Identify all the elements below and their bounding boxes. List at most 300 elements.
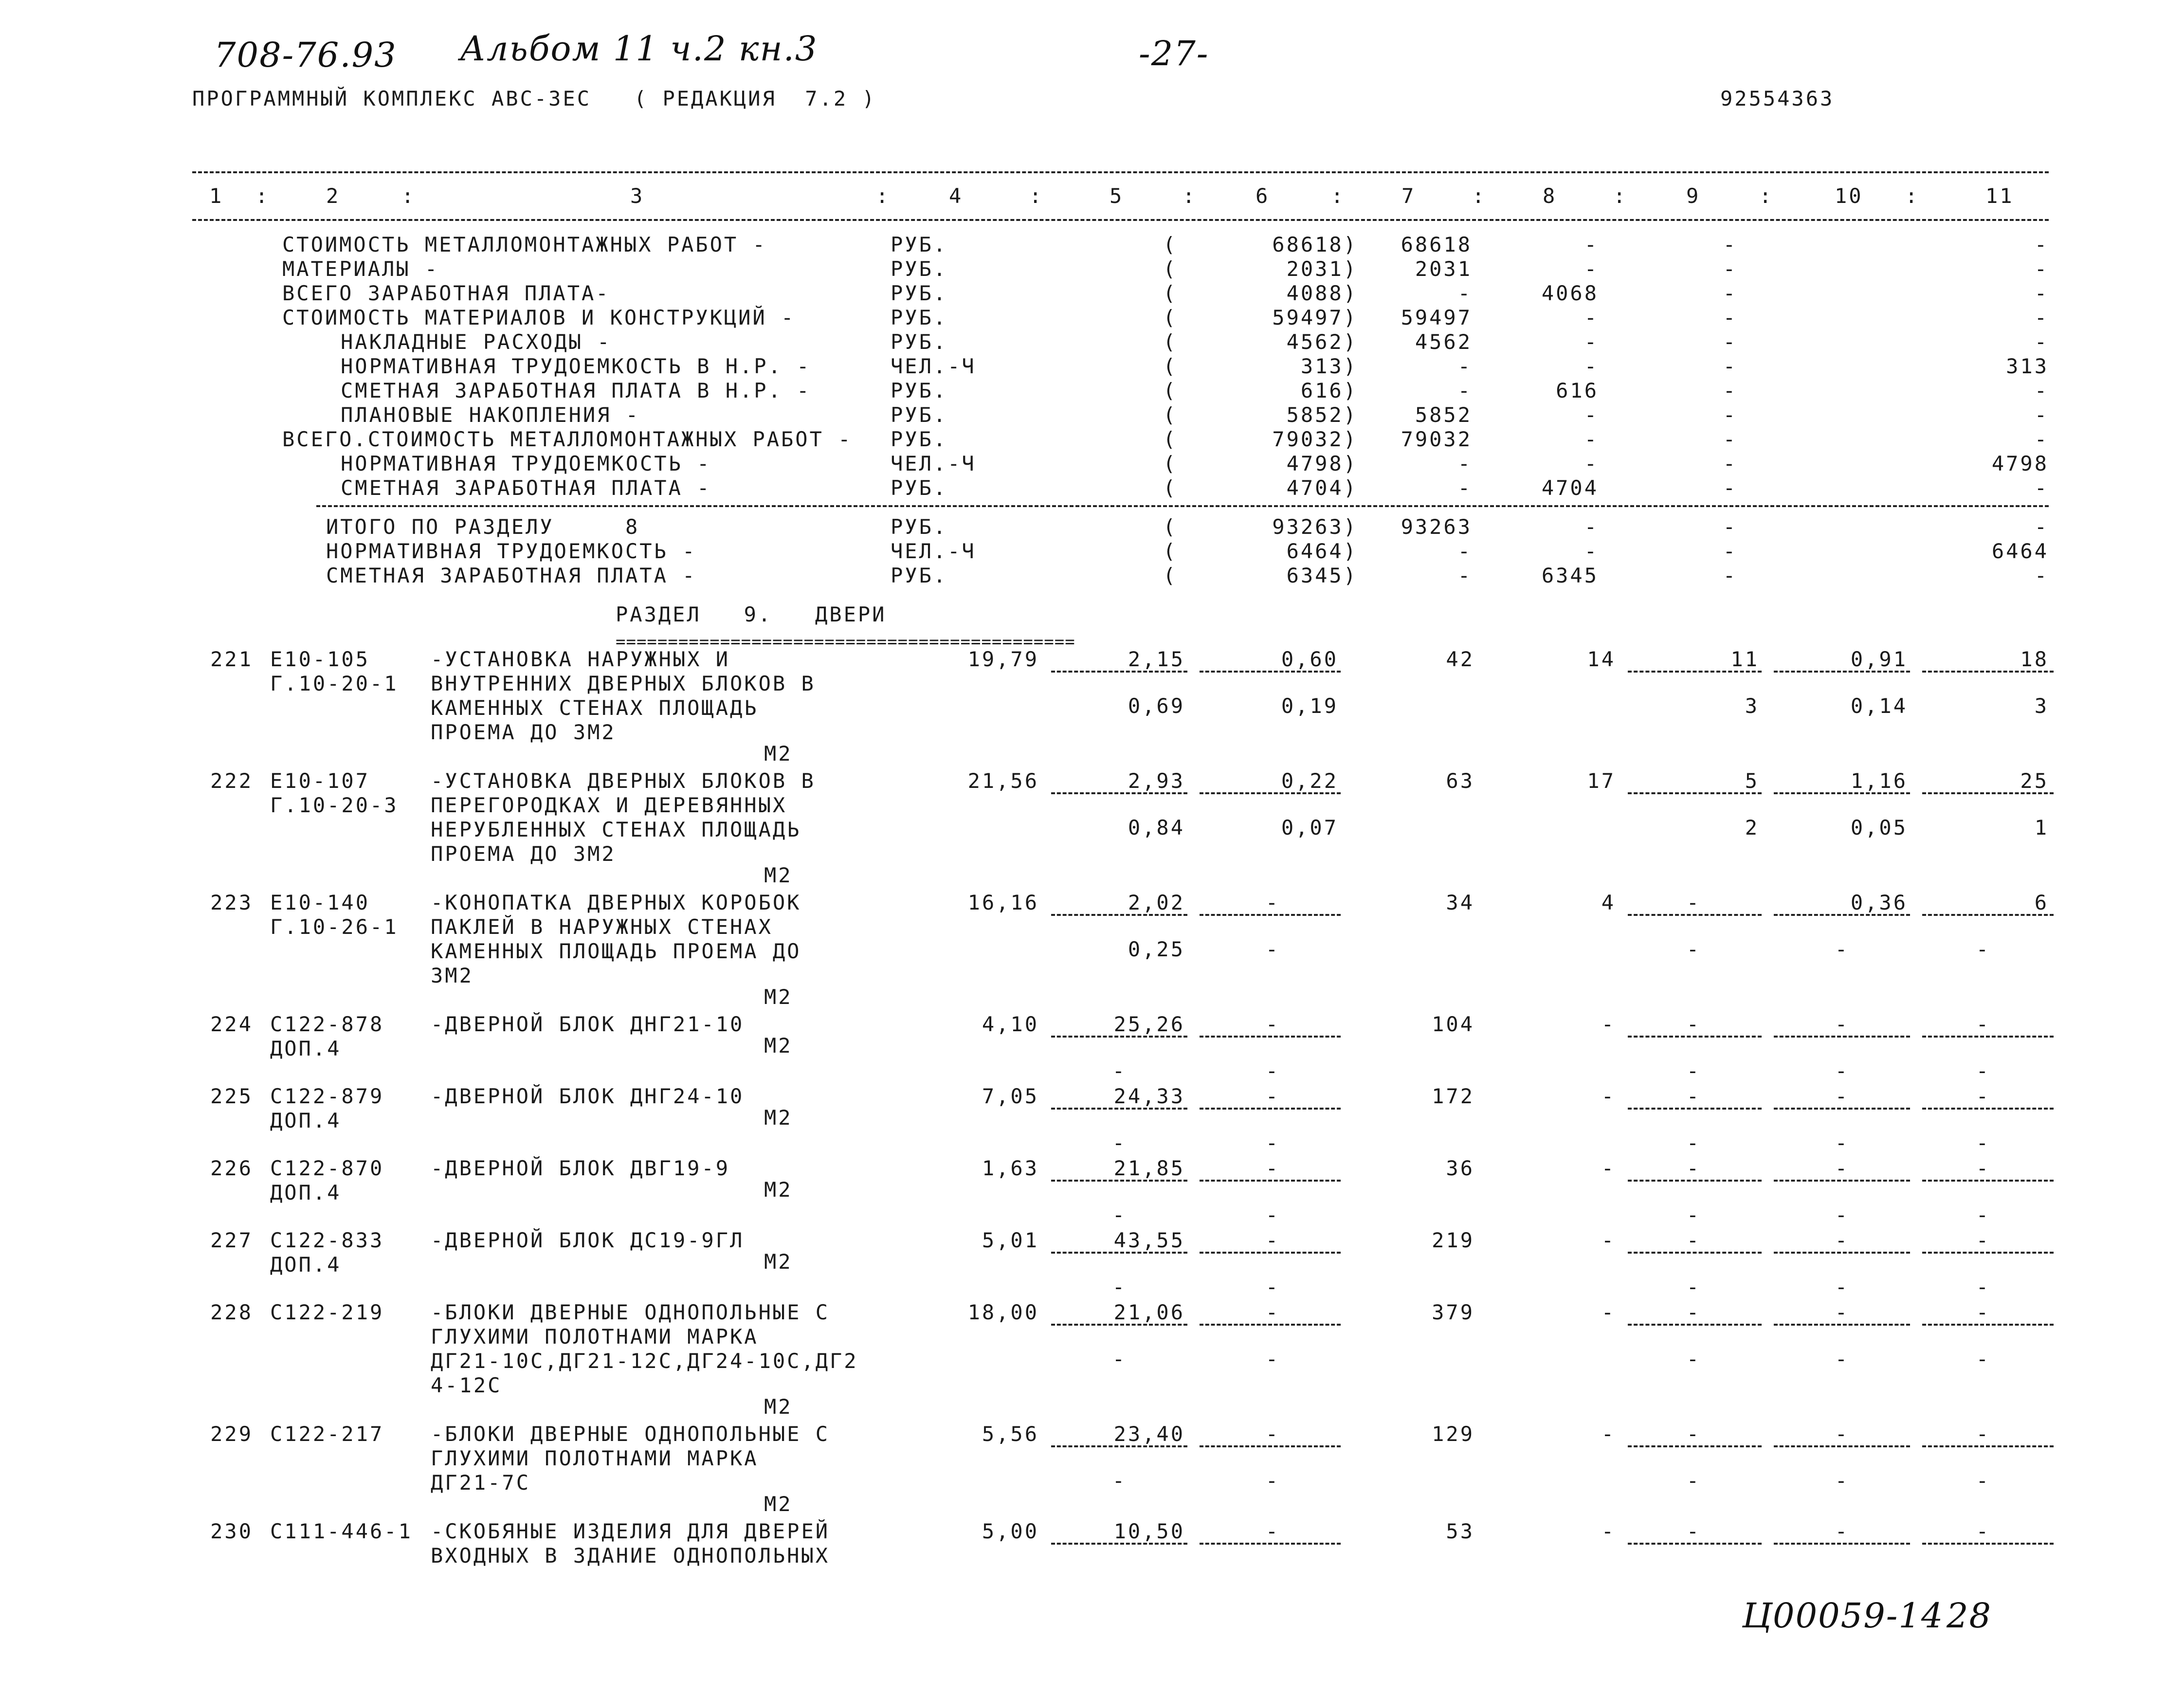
item-c11-bottom: -: [1976, 1131, 1990, 1155]
item-c9-top: -: [1686, 1228, 1701, 1252]
summary-col8: -: [1584, 403, 1599, 427]
item-unit: М2: [764, 1250, 793, 1274]
item-c11-top: -: [1976, 1228, 1990, 1252]
summary-paren: (: [1163, 539, 1178, 563]
column-separator: :: [1472, 184, 1487, 208]
item-description: -ДВЕРНОЙ БЛОК ДС19-9ГЛ: [431, 1228, 745, 1252]
item-c9-bottom: -: [1686, 1347, 1701, 1371]
item-c6-bottom: -: [1265, 1275, 1280, 1299]
item-c6-top: 0,60: [1281, 647, 1338, 671]
item-code: С122-833: [270, 1228, 384, 1252]
summary-label: СТОИМОСТЬ МАТЕРИАЛОВ И КОНСТРУКЦИЙ -: [282, 306, 796, 329]
item-c10-bottom: -: [1835, 1131, 1849, 1155]
summary-col8: -: [1584, 427, 1599, 451]
summary-col8: -: [1584, 330, 1599, 354]
item-col8: -: [1601, 1422, 1616, 1446]
summary-col11: -: [2034, 403, 2049, 427]
summary-col6: 59497): [1272, 306, 1358, 329]
column-header-7: 7: [1401, 184, 1416, 208]
summary-col8: -: [1584, 539, 1599, 563]
column-separator: :: [1331, 184, 1346, 208]
item-c5-bottom: -: [1112, 1469, 1127, 1493]
item-c6-divider: [1200, 792, 1341, 794]
item-c10-divider: [1774, 1324, 1910, 1326]
item-number: 226: [210, 1156, 253, 1180]
item-description: ВНУТРЕННИХ ДВЕРНЫХ БЛОКОВ В: [431, 672, 816, 695]
column-separator: :: [1029, 184, 1044, 208]
item-c5-top: 25,26: [1113, 1012, 1185, 1036]
column-header-3: 3: [630, 184, 645, 208]
item-code: С122-870: [270, 1156, 384, 1180]
summary-col7: -: [1457, 564, 1472, 587]
summary-col9: -: [1723, 452, 1737, 475]
item-c5-divider: [1051, 1180, 1187, 1182]
item-c6-top: -: [1265, 1156, 1280, 1180]
summary-unit: РУБ.: [891, 515, 948, 539]
item-c9-top: -: [1686, 1300, 1701, 1324]
item-c6-divider: [1200, 1324, 1341, 1326]
item-col8: 4: [1601, 891, 1616, 914]
item-number: 222: [210, 769, 253, 793]
column-header-11: 11: [1985, 184, 2014, 208]
item-description: ПЕРЕГОРОДКАХ И ДЕРЕВЯННЫХ: [431, 793, 787, 817]
item-description: -БЛОКИ ДВЕРНЫЕ ОДНОПОЛЬНЫЕ С: [431, 1300, 830, 1324]
item-c9-top: 5: [1745, 769, 1759, 793]
item-col7: 34: [1446, 891, 1474, 914]
item-c11-divider: [1922, 1252, 2054, 1254]
summary-unit: РУБ.: [891, 379, 948, 402]
summary-col6: 68618): [1272, 233, 1358, 256]
summary-col11: -: [2034, 233, 2049, 256]
item-c10-divider: [1774, 1108, 1910, 1110]
item-subcode: Г.10-20-1: [270, 672, 399, 695]
summary-paren: (: [1163, 330, 1178, 354]
summary-unit: РУБ.: [891, 257, 948, 281]
item-quantity: 1,63: [982, 1156, 1039, 1180]
item-c6-top: -: [1265, 1422, 1280, 1446]
item-c10-top: -: [1835, 1300, 1849, 1324]
summary-unit: РУБ.: [891, 306, 948, 329]
item-description: ДГ21-10С,ДГ21-12С,ДГ24-10С,ДГ2: [431, 1349, 858, 1373]
item-unit: М2: [764, 1178, 793, 1202]
item-c10-divider: [1774, 1036, 1910, 1038]
item-c9-bottom: -: [1686, 1203, 1701, 1227]
item-quantity: 5,56: [982, 1422, 1039, 1446]
item-subcode: Г.10-26-1: [270, 915, 399, 939]
item-quantity: 21,56: [967, 769, 1039, 793]
summary-col11: -: [2034, 427, 2049, 451]
column-header-8: 8: [1543, 184, 1557, 208]
item-subcode: ДОП.4: [270, 1181, 342, 1204]
summary-col6: 79032): [1272, 427, 1358, 451]
item-c9-top: -: [1686, 891, 1701, 914]
item-c6-top: -: [1265, 1228, 1280, 1252]
item-code: С122-219: [270, 1300, 384, 1324]
summary-col11: -: [2034, 330, 2049, 354]
summary-col9: -: [1723, 379, 1737, 402]
item-c6-bottom: -: [1265, 1347, 1280, 1371]
summary-col7: 59497: [1401, 306, 1472, 329]
item-number: 227: [210, 1228, 253, 1252]
item-c9-top: 11: [1730, 647, 1759, 671]
summary-label: ВСЕГО ЗАРАБОТНАЯ ПЛАТА-: [282, 281, 610, 305]
summary-label: ВСЕГО.СТОИМОСТЬ МЕТАЛЛОМОНТАЖНЫХ РАБОТ -: [282, 427, 853, 451]
summary-unit: ЧЕЛ.-Ч: [891, 539, 976, 563]
summary-col9: -: [1723, 257, 1737, 281]
item-c5-top: 24,33: [1113, 1084, 1185, 1108]
handwritten-album: Альбом 11 ч.2 кн.3: [460, 29, 818, 69]
item-description: -КОНОПАТКА ДВЕРНЫХ КОРОБОК: [431, 891, 801, 914]
item-unit: М2: [764, 1395, 793, 1419]
item-code: С122-879: [270, 1084, 384, 1108]
column-header-1: 1: [209, 184, 224, 208]
item-c5-divider: [1051, 1036, 1187, 1038]
summary-col6: 4562): [1286, 330, 1358, 354]
item-c9-divider: [1628, 1543, 1762, 1545]
item-c10-divider: [1774, 1252, 1910, 1254]
summary-col7: -: [1457, 476, 1472, 500]
handwritten-sheet-code: Ц00059-14: [1742, 1596, 1944, 1636]
summary-paren: (: [1163, 233, 1178, 256]
item-c10-bottom: -: [1835, 1203, 1849, 1227]
item-quantity: 7,05: [982, 1084, 1039, 1108]
summary-col9: -: [1723, 515, 1737, 539]
item-c5-bottom: -: [1112, 1347, 1127, 1371]
item-code: Е10-105: [270, 647, 370, 671]
item-c10-bottom: 0,14: [1850, 694, 1908, 718]
item-description: -БЛОКИ ДВЕРНЫЕ ОДНОПОЛЬНЫЕ С: [431, 1422, 830, 1446]
item-unit: М2: [764, 985, 793, 1009]
item-c11-top: -: [1976, 1012, 1990, 1036]
summary-col7: -: [1457, 452, 1472, 475]
item-c6-divider: [1200, 1108, 1341, 1110]
handwritten-page: -27-: [1139, 34, 1209, 73]
item-c5-bottom: 0,69: [1128, 694, 1185, 718]
item-col7: 219: [1432, 1228, 1474, 1252]
item-description: НЕРУБЛЕННЫХ СТЕНАХ ПЛОЩАДЬ: [431, 818, 801, 841]
item-c9-divider: [1628, 1445, 1762, 1447]
column-header-2: 2: [326, 184, 341, 208]
handwritten-sheet-number: 28: [1947, 1596, 1992, 1636]
summary-col7: -: [1457, 354, 1472, 378]
item-description: -УСТАНОВКА НАРУЖНЫХ И: [431, 647, 730, 671]
summary-unit: РУБ.: [891, 403, 948, 427]
summary-col9: -: [1723, 403, 1737, 427]
summary-paren: (: [1163, 306, 1178, 329]
summary-col8: -: [1584, 515, 1599, 539]
item-c11-divider: [1922, 1180, 2054, 1182]
column-header-4: 4: [949, 184, 964, 208]
item-col7: 104: [1432, 1012, 1474, 1036]
item-c11-top: -: [1976, 1300, 1990, 1324]
item-c11-divider: [1922, 792, 2054, 794]
item-c10-bottom: -: [1835, 1347, 1849, 1371]
item-c9-divider: [1628, 792, 1762, 794]
item-c5-bottom: 0,84: [1128, 816, 1185, 839]
item-c11-bottom: -: [1976, 937, 1990, 961]
column-header-5: 5: [1110, 184, 1124, 208]
summary-col8: 4068: [1541, 281, 1599, 305]
summary-unit: РУБ.: [891, 281, 948, 305]
summary-col6: 4798): [1286, 452, 1358, 475]
item-c10-divider: [1774, 1180, 1910, 1182]
item-number: 224: [210, 1012, 253, 1036]
summary-col6: 5852): [1286, 403, 1358, 427]
item-subcode: Г.10-20-3: [270, 793, 399, 817]
summary-col9: -: [1723, 539, 1737, 563]
summary-col7: 68618: [1401, 233, 1472, 256]
item-c9-bottom: -: [1686, 1469, 1701, 1493]
summary-unit: РУБ.: [891, 330, 948, 354]
item-description: ГЛУХИМИ ПОЛОТНАМИ МАРКА: [431, 1325, 759, 1349]
item-c9-divider: [1628, 914, 1762, 916]
item-number: 221: [210, 647, 253, 671]
item-c10-top: -: [1835, 1422, 1849, 1446]
item-c9-top: -: [1686, 1084, 1701, 1108]
item-c11-divider: [1922, 1445, 2054, 1447]
item-c5-divider: [1051, 1324, 1187, 1326]
item-code: Е10-107: [270, 769, 370, 793]
summary-col8: -: [1584, 306, 1599, 329]
summary-col7: 4562: [1415, 330, 1472, 354]
summary-col8: -: [1584, 257, 1599, 281]
item-c11-bottom: -: [1976, 1059, 1990, 1083]
item-c6-top: -: [1265, 1084, 1280, 1108]
column-separator: :: [876, 184, 891, 208]
summary-unit: РУБ.: [891, 564, 948, 587]
summary-unit: РУБ.: [891, 233, 948, 256]
summary-col11: 313: [2006, 354, 2049, 378]
summary-paren: (: [1163, 476, 1178, 500]
item-c10-top: -: [1835, 1228, 1849, 1252]
item-description: КАМЕННЫХ СТЕНАХ ПЛОЩАДЬ: [431, 696, 759, 720]
item-c10-top: -: [1835, 1156, 1849, 1180]
summary-label: МАТЕРИАЛЫ -: [282, 257, 439, 281]
item-code: С111-446-1: [270, 1519, 413, 1543]
item-c6-divider: [1200, 1252, 1341, 1254]
item-description: -ДВЕРНОЙ БЛОК ДНГ24-10: [431, 1084, 745, 1108]
item-unit: М2: [764, 1034, 793, 1058]
summary-col7: 2031: [1415, 257, 1472, 281]
item-c11-bottom: -: [1976, 1275, 1990, 1299]
item-col8: -: [1601, 1519, 1616, 1543]
item-c6-top: -: [1265, 1300, 1280, 1324]
item-c6-divider: [1200, 1180, 1341, 1182]
item-description: 4-12С: [431, 1373, 502, 1397]
item-c5-divider: [1051, 1252, 1187, 1254]
summary-label: СТОИМОСТЬ МЕТАЛЛОМОНТАЖНЫХ РАБОТ -: [282, 233, 767, 256]
column-separator: :: [401, 184, 416, 208]
summary-col6: 93263): [1272, 515, 1358, 539]
item-c5-top: 21,06: [1113, 1300, 1185, 1324]
summary-col6: 6345): [1286, 564, 1358, 587]
column-separator: :: [255, 184, 270, 208]
item-c11-top: -: [1976, 1084, 1990, 1108]
header-rule-bottom: [192, 219, 2049, 221]
item-c5-divider: [1051, 671, 1187, 673]
column-header-10: 10: [1835, 184, 1863, 208]
item-c6-bottom: 0,07: [1281, 816, 1338, 839]
item-c11-bottom: -: [1976, 1347, 1990, 1371]
item-c9-divider: [1628, 1324, 1762, 1326]
item-c11-bottom: -: [1976, 1469, 1990, 1493]
item-code: С122-878: [270, 1012, 384, 1036]
item-c11-divider: [1922, 1543, 2054, 1545]
item-quantity: 5,00: [982, 1519, 1039, 1543]
item-c10-bottom: -: [1835, 1059, 1849, 1083]
item-description: -ДВЕРНОЙ БЛОК ДНГ21-10: [431, 1012, 745, 1036]
item-c6-bottom: -: [1265, 1203, 1280, 1227]
summary-paren: (: [1163, 564, 1178, 587]
summary-label: НОРМАТИВНАЯ ТРУДОЕМКОСТЬ -: [341, 452, 711, 475]
item-col7: 36: [1446, 1156, 1474, 1180]
item-c5-bottom: -: [1112, 1203, 1127, 1227]
item-c9-bottom: -: [1686, 937, 1701, 961]
item-c5-top: 2,02: [1128, 891, 1185, 914]
summary-col11: -: [2034, 281, 2049, 305]
summary-col8: -: [1584, 354, 1599, 378]
item-c9-top: -: [1686, 1422, 1701, 1446]
summary-col7: 93263: [1401, 515, 1472, 539]
item-quantity: 19,79: [967, 647, 1039, 671]
item-c10-top: -: [1835, 1084, 1849, 1108]
item-c5-top: 2,93: [1128, 769, 1185, 793]
item-description: КАМЕННЫХ ПЛОЩАДЬ ПРОЕМА ДО: [431, 939, 801, 963]
item-c5-divider: [1051, 1543, 1187, 1545]
item-c5-bottom: -: [1112, 1275, 1127, 1299]
item-c9-divider: [1628, 1036, 1762, 1038]
item-code: С122-217: [270, 1422, 384, 1446]
item-c10-top: -: [1835, 1519, 1849, 1543]
summary-col9: -: [1723, 330, 1737, 354]
item-quantity: 4,10: [982, 1012, 1039, 1036]
item-c9-divider: [1628, 1180, 1762, 1182]
item-c9-top: -: [1686, 1519, 1701, 1543]
item-col8: 14: [1587, 647, 1616, 671]
item-col8: 17: [1587, 769, 1616, 793]
item-c11-top: -: [1976, 1156, 1990, 1180]
item-description: ПРОЕМА ДО 3М2: [431, 720, 616, 744]
item-number: 230: [210, 1519, 253, 1543]
summary-col9: -: [1723, 427, 1737, 451]
item-c11-top: 6: [2034, 891, 2049, 914]
summary-col9: -: [1723, 476, 1737, 500]
summary-col8: -: [1584, 452, 1599, 475]
item-subcode: ДОП.4: [270, 1109, 342, 1132]
item-col8: -: [1601, 1228, 1616, 1252]
summary-col9: -: [1723, 354, 1737, 378]
item-c6-divider: [1200, 1445, 1341, 1447]
item-number: 229: [210, 1422, 253, 1446]
summary-col7: -: [1457, 539, 1472, 563]
column-separator: :: [1905, 184, 1920, 208]
column-header-6: 6: [1256, 184, 1270, 208]
item-number: 228: [210, 1300, 253, 1324]
summary-col9: -: [1723, 306, 1737, 329]
item-c9-bottom: 3: [1745, 694, 1759, 718]
item-c10-top: 1,16: [1850, 769, 1908, 793]
item-c6-bottom: -: [1265, 1469, 1280, 1493]
item-c10-bottom: -: [1835, 1469, 1849, 1493]
item-c10-divider: [1774, 792, 1910, 794]
item-c6-divider: [1200, 1036, 1341, 1038]
summary-col11: -: [2034, 515, 2049, 539]
summary-paren: (: [1163, 281, 1178, 305]
summary-col6: 4704): [1286, 476, 1358, 500]
item-c5-bottom: -: [1112, 1131, 1127, 1155]
summary-unit: ЧЕЛ.-Ч: [891, 452, 976, 475]
item-description: ГЛУХИМИ ПОЛОТНАМИ МАРКА: [431, 1446, 759, 1470]
summary-col8: 616: [1556, 379, 1599, 402]
column-separator: :: [1613, 184, 1628, 208]
item-c11-top: -: [1976, 1519, 1990, 1543]
item-description: -СКОБЯНЫЕ ИЗДЕЛИЯ ДЛЯ ДВЕРЕЙ: [431, 1519, 830, 1543]
summary-paren: (: [1163, 452, 1178, 475]
summary-paren: (: [1163, 257, 1178, 281]
item-c11-divider: [1922, 914, 2054, 916]
item-c10-divider: [1774, 1543, 1910, 1545]
item-col8: -: [1601, 1156, 1616, 1180]
summary-label: ИТОГО ПО РАЗДЕЛУ 8: [326, 515, 640, 539]
item-description: ПАКЛЕЙ В НАРУЖНЫХ СТЕНАХ: [431, 915, 773, 939]
item-c5-bottom: 0,25: [1128, 937, 1185, 961]
column-separator: :: [1183, 184, 1197, 208]
item-quantity: 18,00: [967, 1300, 1039, 1324]
summary-col11: -: [2034, 476, 2049, 500]
item-c10-bottom: 0,05: [1850, 816, 1908, 839]
column-separator: :: [1759, 184, 1774, 208]
item-c11-divider: [1922, 1108, 2054, 1110]
item-c6-top: 0,22: [1281, 769, 1338, 793]
summary-col6: 313): [1300, 354, 1358, 378]
item-c5-divider: [1051, 1108, 1187, 1110]
item-c6-bottom: -: [1265, 1131, 1280, 1155]
item-c9-bottom: 2: [1745, 816, 1759, 839]
item-c6-top: -: [1265, 1519, 1280, 1543]
summary-label: НОРМАТИВНАЯ ТРУДОЕМКОСТЬ -: [326, 539, 697, 563]
item-c9-bottom: -: [1686, 1131, 1701, 1155]
item-c11-divider: [1922, 1324, 2054, 1326]
item-unit: М2: [764, 742, 793, 766]
item-c6-divider: [1200, 671, 1341, 673]
item-col7: 63: [1446, 769, 1474, 793]
totals-rule: [316, 505, 2049, 507]
summary-col9: -: [1723, 281, 1737, 305]
item-c11-top: -: [1976, 1422, 1990, 1446]
item-c9-divider: [1628, 1252, 1762, 1254]
item-c6-top: -: [1265, 891, 1280, 914]
summary-label: ПЛАНОВЫЕ НАКОПЛЕНИЯ -: [341, 403, 640, 427]
handwritten-code: 708-76.93: [214, 35, 397, 75]
summary-col6: 6464): [1286, 539, 1358, 563]
item-col8: -: [1601, 1300, 1616, 1324]
summary-label: НОРМАТИВНАЯ ТРУДОЕМКОСТЬ В Н.Р. -: [341, 354, 811, 378]
item-unit: М2: [764, 1106, 793, 1130]
item-c9-top: -: [1686, 1012, 1701, 1036]
summary-col8: 6345: [1541, 564, 1599, 587]
item-subcode: ДОП.4: [270, 1037, 342, 1060]
item-description: ВХОДНЫХ В ЗДАНИЕ ОДНОПОЛЬНЫХ: [431, 1544, 830, 1568]
summary-unit: РУБ.: [891, 427, 948, 451]
summary-paren: (: [1163, 403, 1178, 427]
document-number: 92554363: [1720, 87, 1835, 110]
column-header-9: 9: [1686, 184, 1701, 208]
summary-label: НАКЛАДНЫЕ РАСХОДЫ -: [341, 330, 612, 354]
item-c5-divider: [1051, 1445, 1187, 1447]
item-subcode: ДОП.4: [270, 1253, 342, 1277]
item-c11-bottom: 3: [2034, 694, 2049, 718]
item-c10-top: 0,36: [1850, 891, 1908, 914]
